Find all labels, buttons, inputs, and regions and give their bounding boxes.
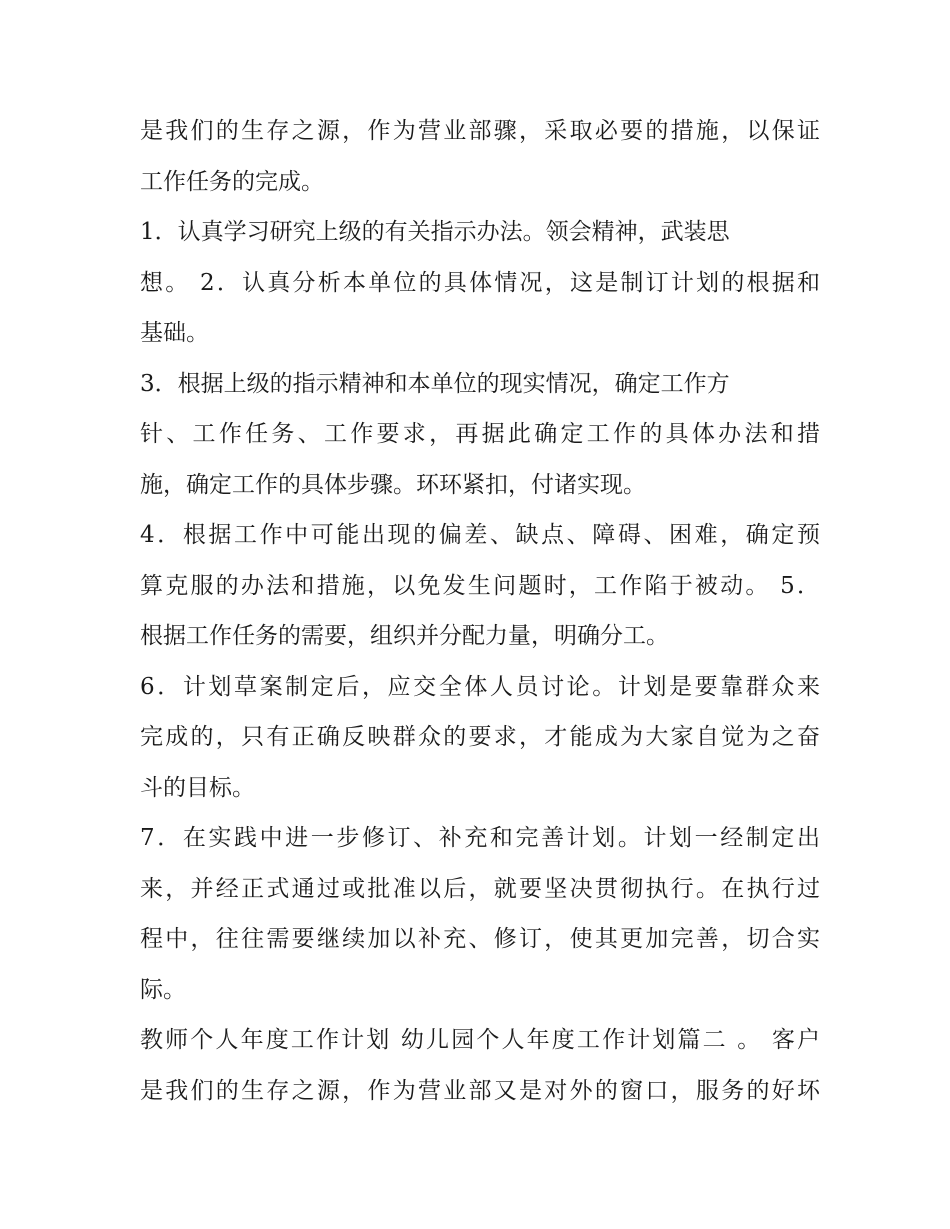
text-line: 程中，往往需要继续加以补充、修订，使其更加完善，切合实 — [140, 926, 820, 952]
text-line: 4．根据工作中可能出现的偏差、缺点、障碍、困难，确定预 — [140, 522, 820, 548]
text-line: 3．根据上级的指示精神和本单位的现实情况，确定工作方 — [140, 370, 730, 397]
text-line: 是我们的生存之源，作为营业部又是对外的窗口，服务的好坏 — [140, 1077, 820, 1104]
text-line: 施，确定工作的具体步骤。环环紧扣，付诸实现。 — [140, 471, 646, 498]
text-line: 来，并经正式通过或批准以后，就要坚决贯彻执行。在执行过 — [140, 875, 820, 902]
text-line: 基础。 — [140, 320, 209, 346]
text-line: 工作任务的完成。 — [140, 168, 324, 195]
text-line: 斗的目标。 — [140, 774, 255, 801]
text-line: 完成的，只有正确反映群众的要求，才能成为大家自觉为之奋 — [140, 724, 820, 750]
text-line: 6．计划草案制定后，应交全体人员讨论。计划是要靠群众来 — [140, 673, 820, 700]
text-line: 教师个人年度工作计划 幼儿园个人年度工作计划篇二 。 客户 — [140, 1027, 820, 1053]
text-line: 根据工作任务的需要，组织并分配力量，明确分工。 — [140, 623, 669, 649]
text-line: 7．在实践中进一步修订、补充和完善计划。计划一经制定出 — [140, 825, 820, 851]
text-line: 是我们的生存之源，作为营业部骤，采取必要的措施，以保证 — [140, 118, 820, 144]
text-line: 想。 2．认真分析本单位的具体情况，这是制订计划的根据和 — [140, 269, 820, 296]
text-line: 算克服的办法和措施，以免发生问题时，工作陷于被动。 5． — [140, 572, 820, 599]
document-body — [140, 106, 820, 1116]
text-line: 针、工作任务、工作要求，再据此确定工作的具体办法和措 — [140, 421, 820, 447]
text-line: 1．认真学习研究上级的有关指示办法。领会精神，武装思 — [140, 219, 730, 245]
text-line: 际。 — [140, 976, 186, 1003]
